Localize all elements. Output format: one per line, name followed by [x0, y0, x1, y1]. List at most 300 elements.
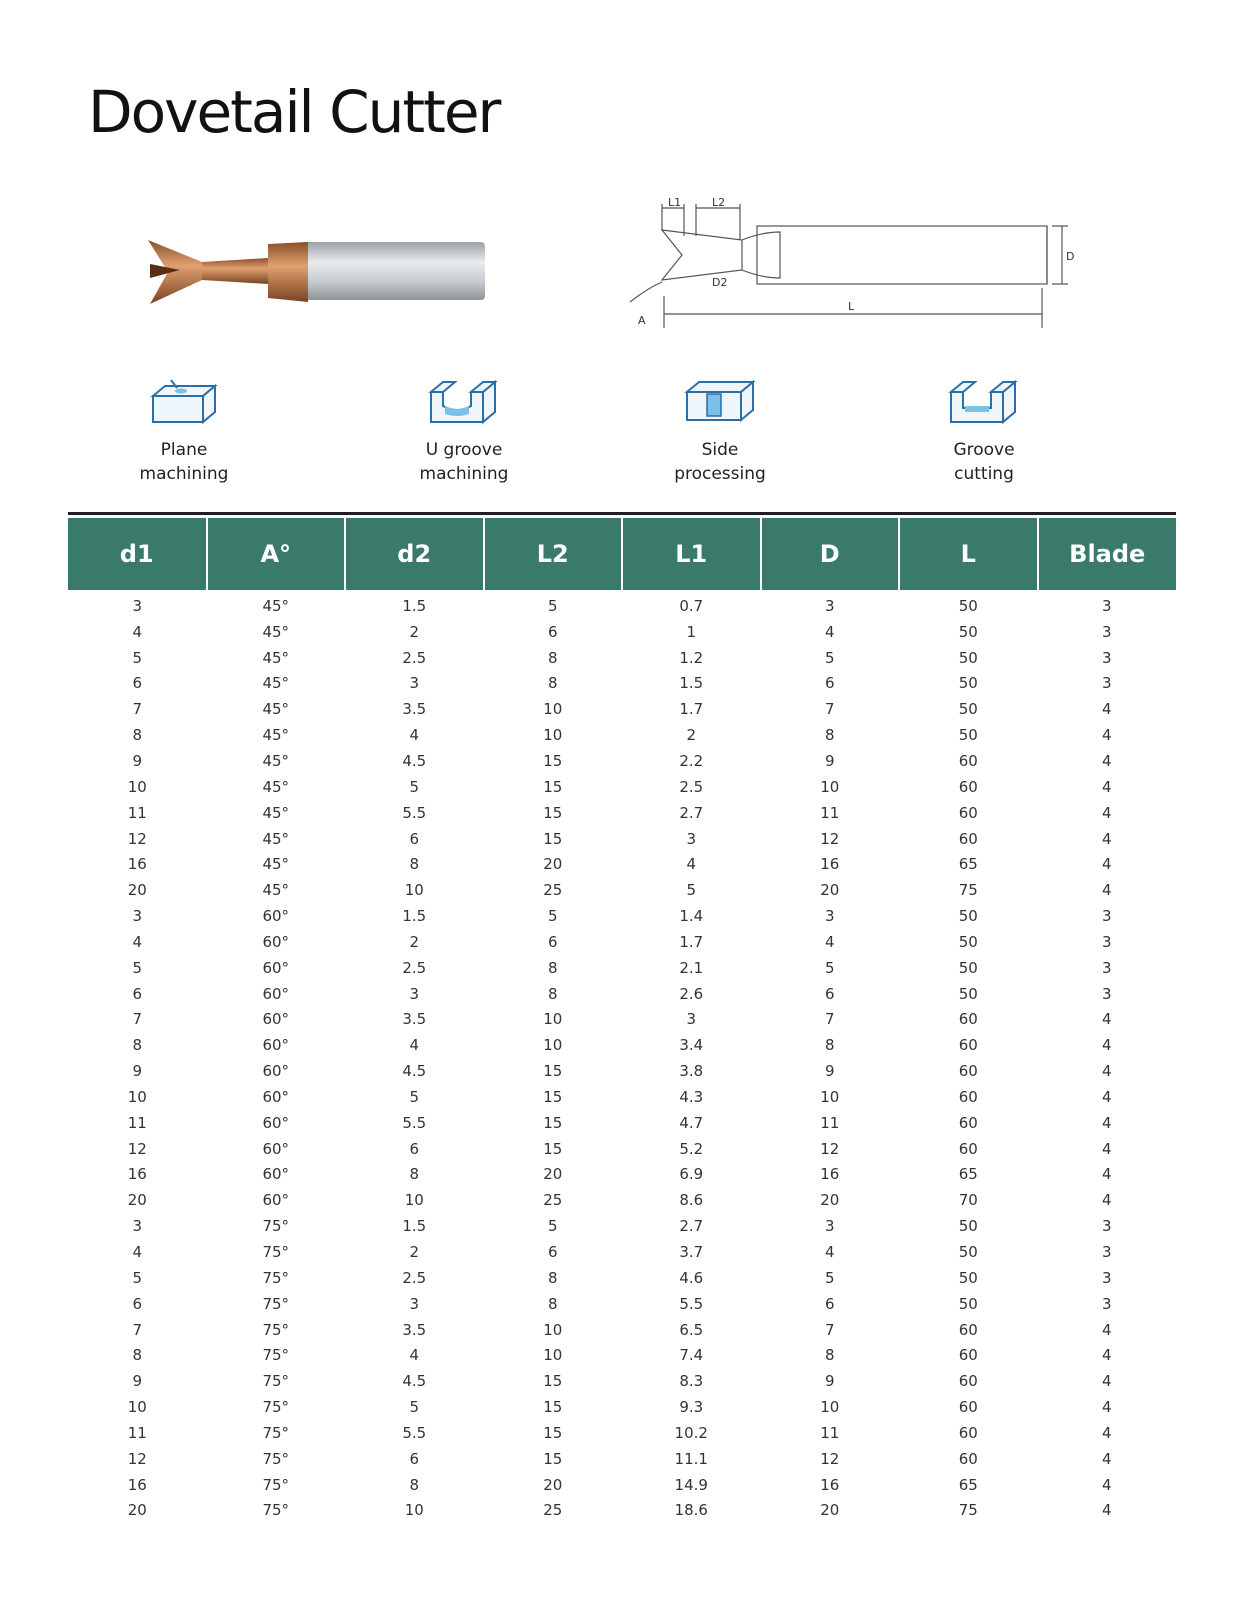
plane-machining-icon [147, 376, 221, 428]
table-row [68, 1394, 1176, 1420]
column-header-d1: d1 [68, 518, 207, 590]
table-cell: 75° [262, 1243, 290, 1262]
table-cell: 4 [824, 622, 835, 641]
table-cell: 60° [262, 984, 290, 1003]
table-cell: 12 [127, 1139, 147, 1158]
table-cell: 4.5 [402, 751, 427, 770]
table-row [68, 1213, 1176, 1239]
table-cell: 60 [958, 751, 978, 770]
table-cell: 3 [1101, 1268, 1112, 1287]
table-cell: 1.5 [402, 907, 427, 926]
table-cell: 11.1 [674, 1449, 708, 1468]
table-cell: 4 [1101, 855, 1112, 874]
table-row [68, 722, 1176, 748]
table-row [68, 774, 1176, 800]
table-cell: 6 [547, 932, 558, 951]
side-processing-icon [683, 376, 757, 428]
table-cell: 10.2 [674, 1423, 708, 1442]
table-cell: 4 [1101, 751, 1112, 770]
table-cell: 75° [262, 1217, 290, 1236]
table-cell: 2.5 [402, 1268, 427, 1287]
table-cell: 4 [1101, 1346, 1112, 1365]
table-cell: 4 [1101, 1062, 1112, 1081]
table-cell: 25 [543, 881, 563, 900]
table-cell: 45° [262, 855, 290, 874]
table-cell: 4 [409, 1036, 420, 1055]
table-cell: 6 [132, 1294, 143, 1313]
table-cell: 4 [1101, 1398, 1112, 1417]
table-row [68, 1342, 1176, 1368]
page-title: Dovetail Cutter [88, 78, 500, 146]
table-cell: 6 [824, 1294, 835, 1313]
table-cell: 10 [820, 1087, 840, 1106]
table-cell: 8 [132, 726, 143, 745]
table-cell: 45° [262, 622, 290, 641]
table-cell: 65 [958, 855, 978, 874]
table-cell: 5.2 [679, 1139, 704, 1158]
table-cell: 50 [958, 622, 978, 641]
schematic-l2-label: L2 [712, 196, 726, 209]
table-cell: 6 [547, 1243, 558, 1262]
table-cell: 75° [262, 1423, 290, 1442]
table-cell: 20 [543, 855, 563, 874]
table-cell: 1.7 [679, 932, 704, 951]
table-cell: 7 [824, 1320, 835, 1339]
table-cell: 11 [127, 803, 147, 822]
table-cell: 3 [1101, 1294, 1112, 1313]
table-cell: 3 [1101, 958, 1112, 977]
table-cell: 4 [686, 855, 697, 874]
table-cell: 6 [132, 984, 143, 1003]
table-cell: 45° [262, 751, 290, 770]
table-cell: 8 [824, 1346, 835, 1365]
table-cell: 11 [820, 1423, 840, 1442]
schematic-l-label: L [848, 300, 855, 313]
app-label-line1: U groove [425, 440, 503, 460]
table-cell: 3.7 [679, 1243, 704, 1262]
table-cell: 8 [409, 1165, 420, 1184]
table-cell: 2.5 [402, 958, 427, 977]
table-cell: 5 [824, 1268, 835, 1287]
table-cell: 65 [958, 1165, 978, 1184]
table-cell: 3 [132, 596, 143, 615]
column-header-l: L [899, 518, 1038, 590]
table-cell: 4 [1101, 1036, 1112, 1055]
table-cell: 6 [547, 622, 558, 641]
table-cell: 8 [547, 674, 558, 693]
table-cell: 4 [1101, 1139, 1112, 1158]
table-cell: 75° [262, 1372, 290, 1391]
table-cell: 15 [543, 1372, 563, 1391]
table-cell: 50 [958, 1217, 978, 1236]
column-header-d2: d2 [345, 518, 484, 590]
table-row [68, 800, 1176, 826]
table-cell: 45° [262, 803, 290, 822]
table-cell: 75° [262, 1294, 290, 1313]
u-groove-icon [427, 376, 501, 428]
table-cell: 60° [262, 1191, 290, 1210]
schematic-d-label: D [1066, 250, 1075, 263]
table-cell: 5.5 [402, 803, 427, 822]
table-cell: 8 [409, 855, 420, 874]
table-cell: 3 [824, 1217, 835, 1236]
table-cell: 11 [820, 1113, 840, 1132]
app-label-line2: machining [419, 464, 509, 484]
table-cell: 75 [958, 1501, 978, 1520]
table-cell: 50 [958, 674, 978, 693]
table-cell: 12 [127, 829, 147, 848]
column-header-blade: Blade [1038, 518, 1177, 590]
table-cell: 16 [820, 855, 840, 874]
application-side-processing [610, 376, 830, 486]
table-cell: 4 [409, 726, 420, 745]
table-cell: 15 [543, 1139, 563, 1158]
table-cell: 3 [1101, 674, 1112, 693]
table-cell: 4 [132, 622, 143, 641]
table-cell: 5 [132, 958, 143, 977]
table-cell: 2.5 [679, 777, 704, 796]
table-row [68, 1187, 1176, 1213]
table-cell: 10 [543, 1010, 563, 1029]
table-cell: 5 [824, 648, 835, 667]
table-cell: 8 [547, 648, 558, 667]
table-cell: 16 [820, 1165, 840, 1184]
table-cell: 60 [958, 1320, 978, 1339]
schematic-d2-label: D2 [712, 276, 728, 289]
table-row [68, 1498, 1176, 1524]
table-cell: 50 [958, 907, 978, 926]
table-row [68, 1110, 1176, 1136]
table-cell: 4 [1101, 1372, 1112, 1391]
table-cell: 3 [1101, 984, 1112, 1003]
table-cell: 9 [824, 751, 835, 770]
table-row [68, 903, 1176, 929]
table-cell: 3 [1101, 596, 1112, 615]
app-label-line1: Groove [953, 440, 1015, 460]
table-cell: 60 [958, 1036, 978, 1055]
table-cell: 8 [547, 984, 558, 1003]
table-cell: 4 [1101, 700, 1112, 719]
table-cell: 5 [547, 596, 558, 615]
table-row [68, 1420, 1176, 1446]
table-cell: 60 [958, 803, 978, 822]
table-cell: 8 [824, 726, 835, 745]
table-cell: 20 [127, 1191, 147, 1210]
table-cell: 15 [543, 1113, 563, 1132]
table-cell: 9.3 [679, 1398, 704, 1417]
table-cell: 10 [404, 1501, 424, 1520]
table-cell: 10 [543, 1346, 563, 1365]
table-cell: 20 [820, 1501, 840, 1520]
table-cell: 1.7 [679, 700, 704, 719]
table-cell: 60° [262, 1113, 290, 1132]
table-cell: 4 [1101, 1501, 1112, 1520]
table-cell: 5 [409, 1087, 420, 1106]
groove-cutting-icon [947, 376, 1021, 428]
table-cell: 16 [127, 1165, 147, 1184]
table-cell: 2 [409, 1243, 420, 1262]
table-cell: 4 [1101, 1191, 1112, 1210]
table-cell: 10 [820, 1398, 840, 1417]
applications-row [68, 376, 1176, 486]
table-cell: 60° [262, 1036, 290, 1055]
table-cell: 15 [543, 1449, 563, 1468]
schematic-a-label: A [638, 314, 646, 327]
table-cell: 3 [1101, 932, 1112, 951]
table-cell: 3.5 [402, 1010, 427, 1029]
table-cell: 3 [1101, 1217, 1112, 1236]
table-cell: 8.3 [679, 1372, 704, 1391]
table-cell: 4.7 [679, 1113, 704, 1132]
table-row [68, 955, 1176, 981]
table-cell: 5 [132, 648, 143, 667]
table-cell: 5 [409, 777, 420, 796]
table-cell: 5.5 [402, 1423, 427, 1442]
spec-table [68, 518, 1176, 1523]
table-cell: 20 [127, 881, 147, 900]
table-cell: 4 [1101, 829, 1112, 848]
table-cell: 5.5 [402, 1113, 427, 1132]
table-cell: 50 [958, 726, 978, 745]
table-cell: 10 [543, 1320, 563, 1339]
table-cell: 12 [127, 1449, 147, 1468]
table-cell: 3 [1101, 622, 1112, 641]
table-cell: 50 [958, 596, 978, 615]
application-groove-cutting [874, 376, 1094, 486]
table-cell: 4.5 [402, 1372, 427, 1391]
table-row [68, 1162, 1176, 1188]
table-cell: 8 [547, 958, 558, 977]
table-cell: 1 [686, 622, 697, 641]
table-cell: 60° [262, 1087, 290, 1106]
table-row [68, 590, 1176, 619]
table-cell: 7 [824, 1010, 835, 1029]
table-cell: 8 [132, 1346, 143, 1365]
table-cell: 6 [409, 829, 420, 848]
table-cell: 8.6 [679, 1191, 704, 1210]
table-cell: 9 [132, 1372, 143, 1391]
table-cell: 60 [958, 1372, 978, 1391]
table-cell: 8 [409, 1475, 420, 1494]
application-u-groove [354, 376, 574, 486]
table-cell: 10 [820, 777, 840, 796]
table-row [68, 1007, 1176, 1033]
table-row [68, 981, 1176, 1007]
table-cell: 2.7 [679, 1217, 704, 1236]
table-cell: 4.6 [679, 1268, 704, 1287]
table-cell: 3 [132, 907, 143, 926]
table-cell: 6 [132, 674, 143, 693]
table-cell: 50 [958, 700, 978, 719]
table-row [68, 826, 1176, 852]
table-cell: 10 [404, 1191, 424, 1210]
table-row [68, 1058, 1176, 1084]
table-cell: 5 [686, 881, 697, 900]
table-cell: 50 [958, 1243, 978, 1262]
table-cell: 11 [820, 803, 840, 822]
column-header-l1: L1 [622, 518, 761, 590]
table-cell: 11 [127, 1113, 147, 1132]
table-row [68, 1239, 1176, 1265]
table-cell: 2.6 [679, 984, 704, 1003]
table-cell: 70 [958, 1191, 978, 1210]
table-cell: 50 [958, 1268, 978, 1287]
table-cell: 75° [262, 1398, 290, 1417]
table-cell: 4 [1101, 1113, 1112, 1132]
table-cell: 20 [543, 1165, 563, 1184]
table-cell: 50 [958, 1294, 978, 1313]
table-cell: 9 [132, 1062, 143, 1081]
table-cell: 8 [547, 1268, 558, 1287]
table-cell: 7 [132, 700, 143, 719]
table-cell: 50 [958, 958, 978, 977]
table-cell: 20 [820, 1191, 840, 1210]
table-cell: 45° [262, 829, 290, 848]
table-cell: 5 [824, 958, 835, 977]
application-plane-machining [74, 376, 294, 486]
table-cell: 60 [958, 1062, 978, 1081]
table-cell: 75° [262, 1268, 290, 1287]
table-cell: 3 [409, 984, 420, 1003]
table-cell: 4 [409, 1346, 420, 1365]
table-cell: 1.4 [679, 907, 704, 926]
table-row [68, 645, 1176, 671]
dimension-schematic [622, 196, 1092, 346]
table-cell: 20 [543, 1475, 563, 1494]
table-cell: 4 [1101, 1087, 1112, 1106]
table-cell: 1.5 [679, 674, 704, 693]
table-cell: 45° [262, 726, 290, 745]
table-cell: 5 [409, 1398, 420, 1417]
table-cell: 15 [543, 777, 563, 796]
table-cell: 60 [958, 1087, 978, 1106]
table-cell: 60 [958, 1449, 978, 1468]
table-cell: 15 [543, 1423, 563, 1442]
table-cell: 10 [404, 881, 424, 900]
table-cell: 75° [262, 1320, 290, 1339]
table-cell: 60 [958, 829, 978, 848]
table-row [68, 1032, 1176, 1058]
table-row [68, 1472, 1176, 1498]
table-cell: 3 [1101, 648, 1112, 667]
table-cell: 6 [824, 674, 835, 693]
table-cell: 45° [262, 596, 290, 615]
table-cell: 4 [1101, 1320, 1112, 1339]
table-cell: 10 [127, 1398, 147, 1417]
table-cell: 60° [262, 932, 290, 951]
table-row [68, 696, 1176, 722]
table-cell: 20 [820, 881, 840, 900]
table-cell: 2.1 [679, 958, 704, 977]
table-cell: 60 [958, 1113, 978, 1132]
table-cell: 60 [958, 1139, 978, 1158]
table-cell: 45° [262, 674, 290, 693]
table-cell: 15 [543, 1398, 563, 1417]
table-cell: 5.5 [679, 1294, 704, 1313]
table-cell: 45° [262, 700, 290, 719]
table-cell: 10 [127, 1087, 147, 1106]
table-cell: 4 [1101, 1165, 1112, 1184]
table-cell: 11 [127, 1423, 147, 1442]
table-row [68, 619, 1176, 645]
table-cell: 5 [547, 907, 558, 926]
table-cell: 7 [132, 1010, 143, 1029]
table-row [68, 877, 1176, 903]
table-cell: 60 [958, 777, 978, 796]
table-cell: 4.3 [679, 1087, 704, 1106]
column-header-angle: A° [207, 518, 346, 590]
table-cell: 9 [824, 1372, 835, 1391]
table-cell: 6 [409, 1449, 420, 1468]
table-cell: 1.5 [402, 1217, 427, 1236]
table-cell: 3 [1101, 1243, 1112, 1262]
table-cell: 4 [1101, 1475, 1112, 1494]
app-label-line2: processing [674, 464, 766, 484]
table-cell: 4 [1101, 881, 1112, 900]
table-cell: 4 [1101, 726, 1112, 745]
table-cell: 3.5 [402, 700, 427, 719]
table-row [68, 1291, 1176, 1317]
table-cell: 45° [262, 777, 290, 796]
table-cell: 60° [262, 1139, 290, 1158]
table-cell: 3 [1101, 907, 1112, 926]
table-cell: 10 [543, 700, 563, 719]
table-cell: 4 [824, 1243, 835, 1262]
table-cell: 8 [547, 1294, 558, 1313]
table-cell: 2 [409, 622, 420, 641]
app-label-line2: machining [139, 464, 229, 484]
table-cell: 45° [262, 648, 290, 667]
table-cell: 6.5 [679, 1320, 704, 1339]
table-cell: 15 [543, 1087, 563, 1106]
table-row [68, 1368, 1176, 1394]
table-cell: 12 [820, 1139, 840, 1158]
table-cell: 1.2 [679, 648, 704, 667]
table-cell: 3 [824, 596, 835, 615]
table-cell: 7 [132, 1320, 143, 1339]
table-cell: 6 [409, 1139, 420, 1158]
table-cell: 3 [824, 907, 835, 926]
table-cell: 3 [409, 1294, 420, 1313]
table-cell: 20 [127, 1501, 147, 1520]
table-cell: 60 [958, 1010, 978, 1029]
table-cell: 60 [958, 1398, 978, 1417]
table-cell: 75° [262, 1475, 290, 1494]
table-row [68, 671, 1176, 697]
table-cell: 2.7 [679, 803, 704, 822]
table-row [68, 1446, 1176, 1472]
table-cell: 9 [824, 1062, 835, 1081]
table-cell: 4 [132, 932, 143, 951]
table-cell: 50 [958, 648, 978, 667]
column-header-d: D [761, 518, 900, 590]
table-cell: 16 [820, 1475, 840, 1494]
table-cell: 0.7 [679, 596, 704, 615]
app-label-line1: Side [701, 440, 739, 460]
table-cell: 3.4 [679, 1036, 704, 1055]
table-cell: 45° [262, 881, 290, 900]
table-cell: 6.9 [679, 1165, 704, 1184]
table-cell: 15 [543, 751, 563, 770]
table-cell: 10 [543, 1036, 563, 1055]
table-row [68, 929, 1176, 955]
table-cell: 75 [958, 881, 978, 900]
table-row [68, 1136, 1176, 1162]
table-cell: 18.6 [674, 1501, 708, 1520]
dovetail-cutter-photo [140, 232, 500, 312]
table-cell: 2 [686, 726, 697, 745]
table-cell: 50 [958, 932, 978, 951]
